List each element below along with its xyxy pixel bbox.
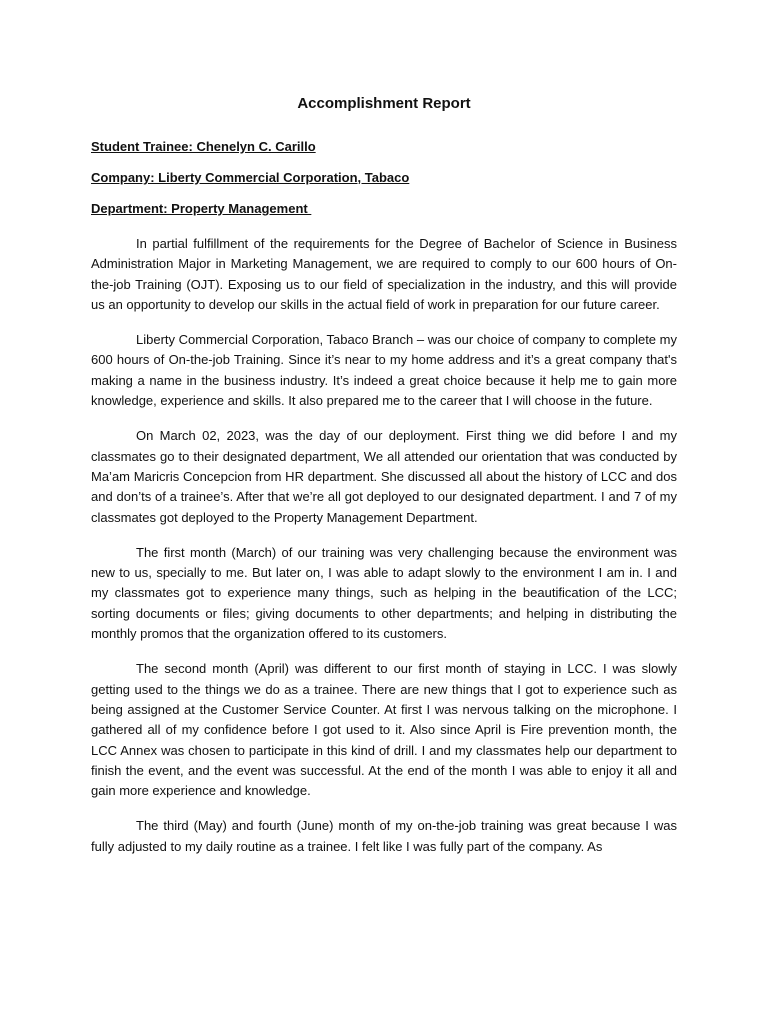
paragraph-deployment: On March 02, 2023, was the day of our deployment. First thing we did before I and my classmates go to their designated department, We all attended our orientation that was conducted by Ma’am Maricris Concepcion from HR department. She discussed all about the history of LCC and dos and don’ts of a trainee’s. After that we’re all got deployed to our designated department. I and 7 of my classmates got deployed to the Property Management Department.: [91, 428, 677, 525]
page-title: Accomplishment Report: [297, 95, 471, 112]
paragraph-introduction: In partial fulfillment of the requirements for the Degree of Bachelor of Science in Business Administration Major in Marketing Management, we are required to comply to our 600 hours of On-the-job Training (OJT). Exposing us to our field of specialization in the industry, and this will provide us an opportunity to develop our skills in the actual field of work in preparation for our future career.: [91, 236, 677, 312]
report-metadata: [91, 138, 677, 218]
paragraph-third-fourth-month: The third (May) and fourth (June) month of my on-the-job training was great because I was fully adjusted to my daily routine as a trainee. I felt like I was fully part of the company. As: [91, 818, 677, 854]
paragraph-company-choice: Liberty Commercial Corporation, Tabaco Branch – was our choice of company to complete my 600 hours of On-the-job Training. Since it’s near to my home address and it’s a great company that's making a name in the business industry. It’s indeed a great choice because it help me to gain more knowledge, experience and skills. It also prepared me to the career that I will choose in the future.: [91, 332, 677, 409]
company-line: Company: Liberty Commercial Corporation, Tabaco: [91, 170, 410, 185]
report-body: [91, 234, 677, 857]
paragraph-second-month: The second month (April) was different to our first month of staying in LCC. I was slowly getting used to the things we do as a trainee. There are new things that I got to experience such as being assigned at the Customer Service Counter. At first I was nervous talking on the microphone. I gathered all of my confidence before I got used to it. Also since April is Fire prevention month, the LCC Annex was chosen to participate in this kind of drill. I and my classmates help our department to finish the event, and the event was successful. At the end of the month I was able to enjoy it all and gain more experience and knowledge.: [91, 661, 677, 799]
department-line: Department: Property Management: [91, 201, 312, 216]
paragraph-first-month: The first month (March) of our training was very challenging because the environment was new to us, specially to me. But later on, I was able to adapt slowly to the environment I am in. I and my classmates got to experience many things, such as helping in the beautification of the LCC; sorting documents or files; giving documents to other departments; and helping in distributing the monthly promos that the organization offered to its customers.: [91, 544, 677, 642]
student-trainee-line: Student Trainee: Chenelyn C. Carillo: [91, 139, 316, 154]
